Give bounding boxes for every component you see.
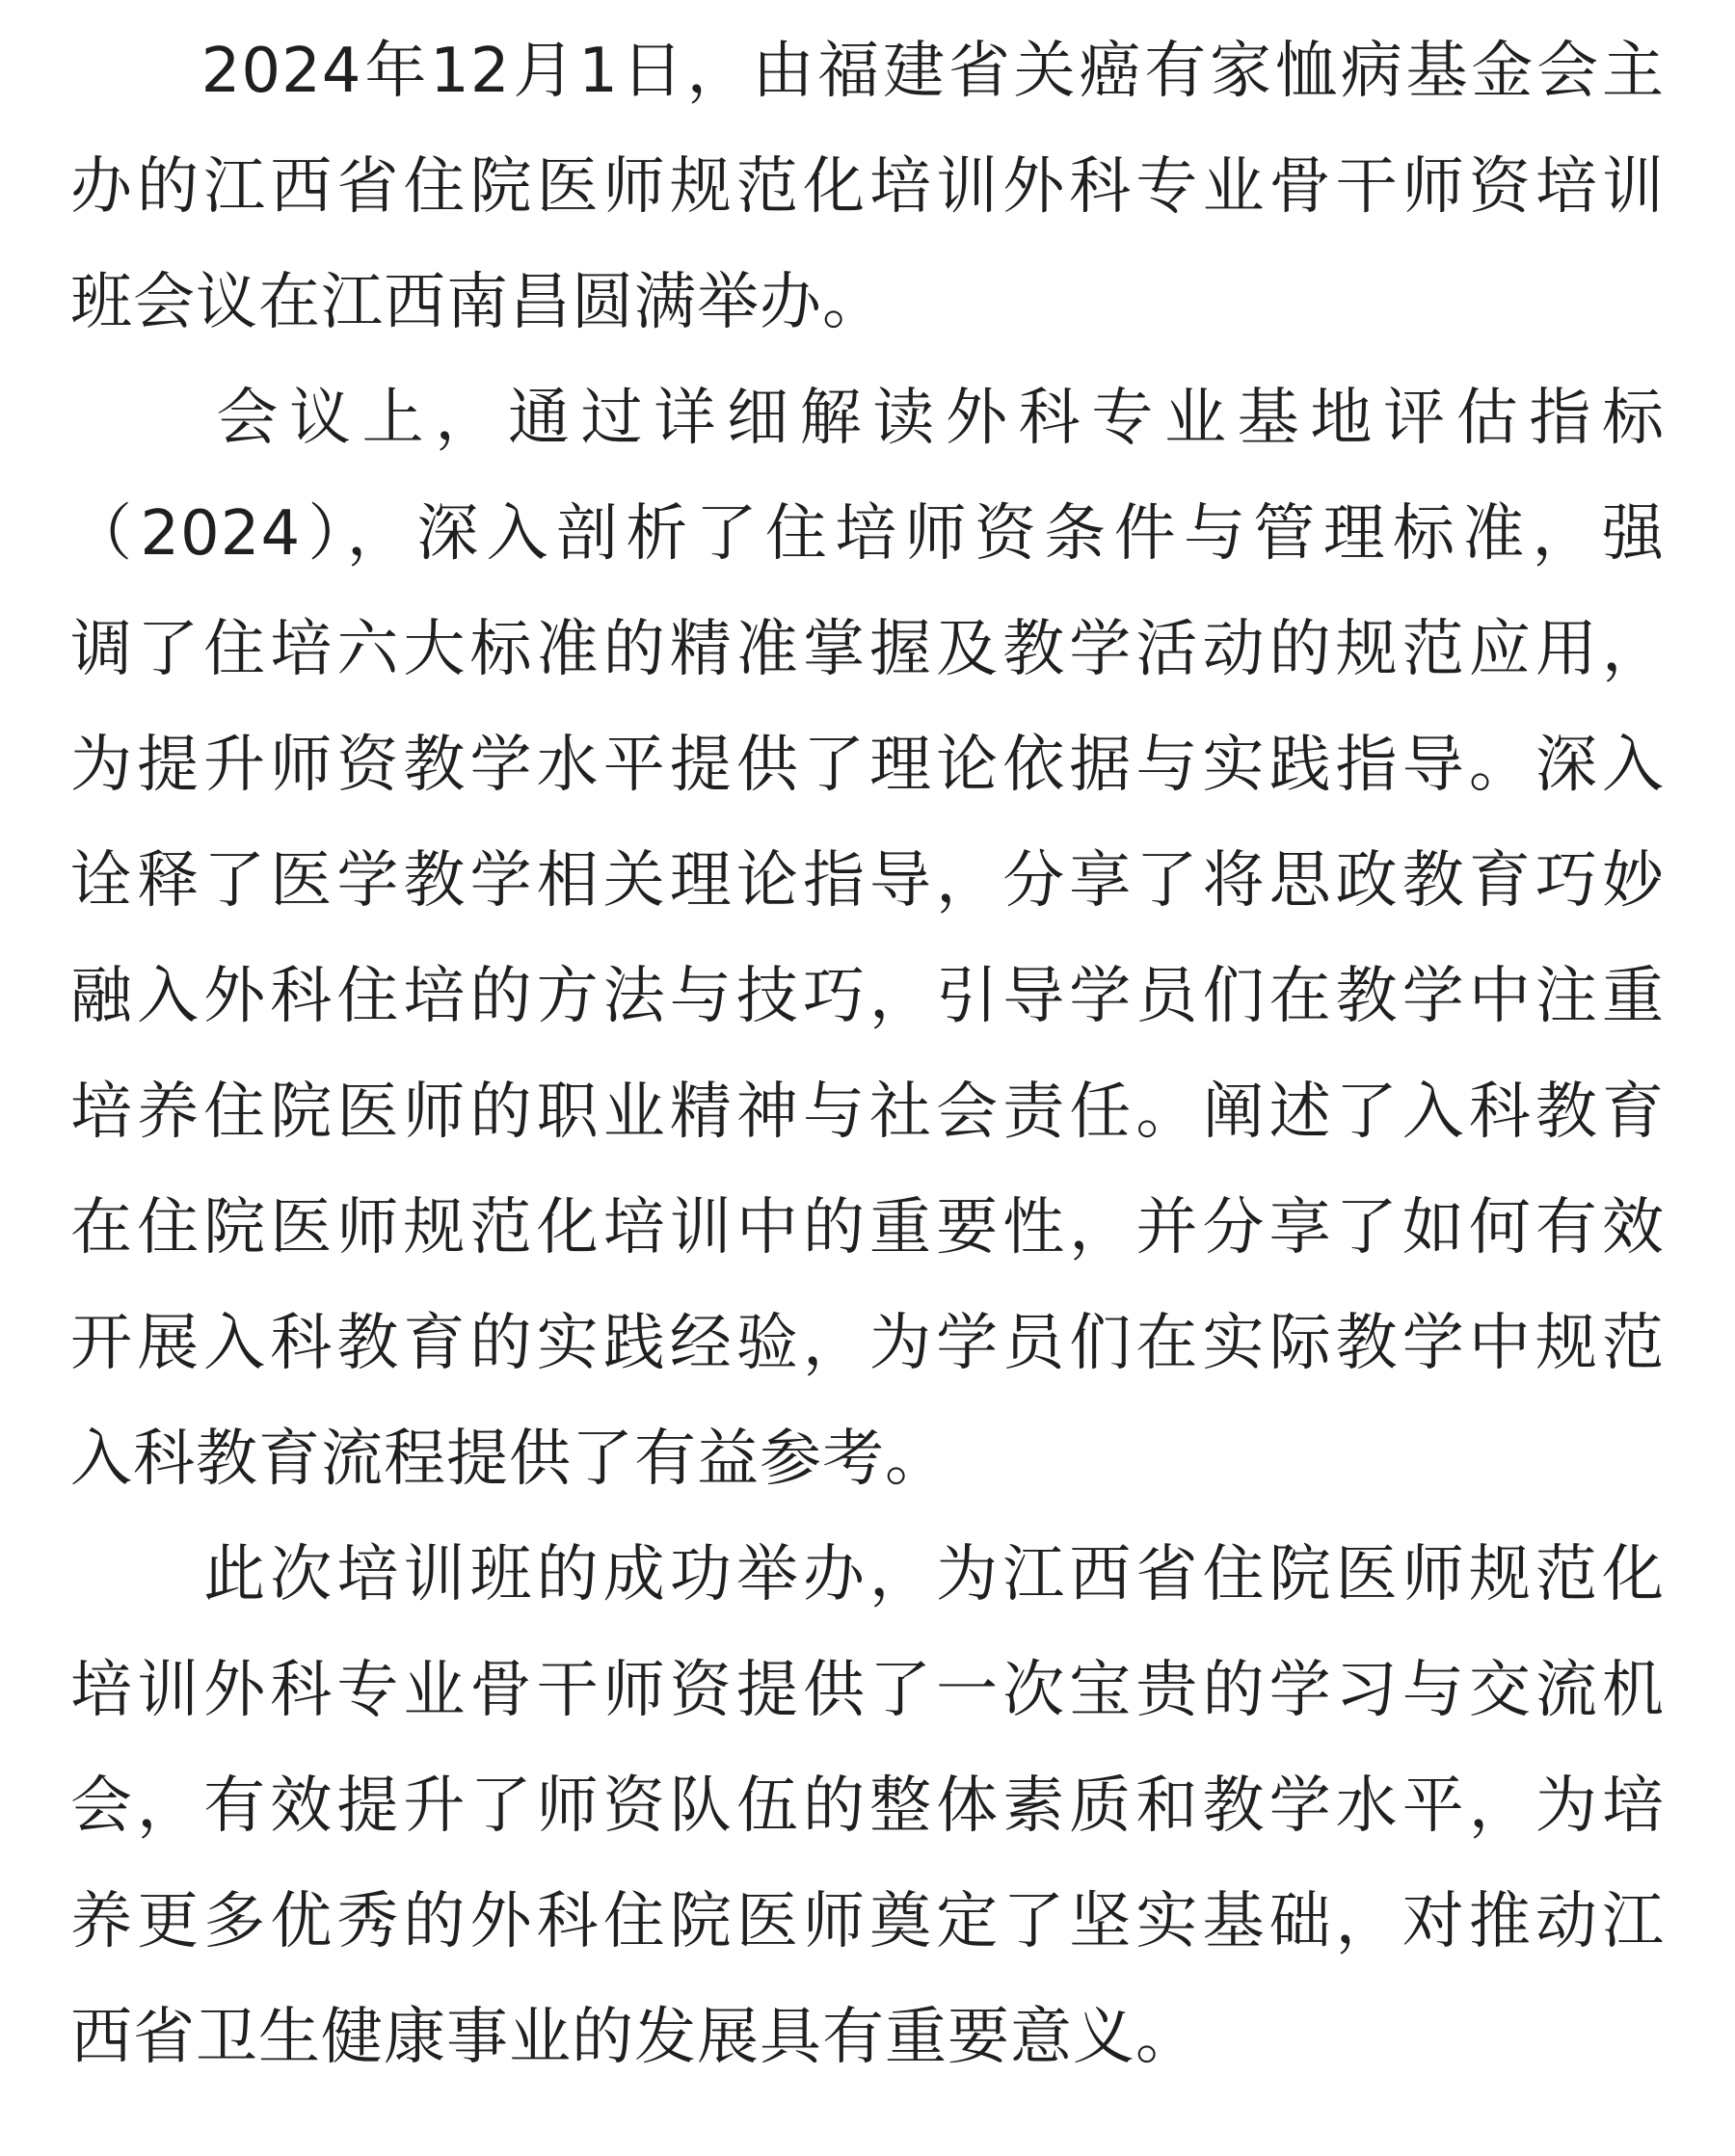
text-line: 为提升师资教学水平提供了理论依据与实践指导。深入	[70, 730, 1665, 801]
text-line: 2024年12月1日，由福建省关癌有家恤病基金会主	[70, 36, 1665, 107]
text-line: 培训外科专业骨干师资提供了一次宝贵的学习与交流机	[70, 1655, 1665, 1726]
paragraph-meeting-content	[70, 360, 1665, 1517]
text-line: 开展入科教育的实践经验，为学员们在实际教学中规范	[70, 1308, 1665, 1379]
text-line: 会，有效提升了师资队伍的整体素质和教学水平，为培	[70, 1770, 1665, 1842]
text-line: 培养住院医师的职业精神与社会责任。阐述了入科教育	[70, 1077, 1665, 1148]
text-line: 在住院医师规范化培训中的重要性，并分享了如何有效	[70, 1192, 1665, 1264]
text-line: 调了住培六大标准的精准掌握及教学活动的规范应用，	[70, 614, 1665, 685]
text-line: 入科教育流程提供了有益参考。	[70, 1424, 948, 1495]
article-body	[70, 13, 1665, 2095]
text-line: 此次培训班的成功举办，为江西省住院医师规范化	[70, 1539, 1665, 1610]
text-line: （2024），深入剖析了住培师资条件与管理标准，强	[70, 498, 1665, 570]
text-line: 办的江西省住院医师规范化培训外科专业骨干师资培训	[70, 151, 1665, 223]
text-line: 养更多优秀的外科住院医师奠定了坚实基础，对推动江	[70, 1886, 1665, 1957]
text-line: 会议上，通过详细解读外科专业基地评估指标	[70, 383, 1665, 454]
text-line: 班会议在江西南昌圆满举办。	[70, 267, 885, 338]
text-line: 融入外科住培的方法与技巧，引导学员们在教学中注重	[70, 961, 1665, 1032]
paragraph-event-summary	[70, 13, 1665, 360]
text-line: 诠释了医学教学相关理论指导，分享了将思政教育巧妙	[70, 845, 1665, 917]
paragraph-conclusion	[70, 1517, 1665, 2095]
text-line: 西省卫生健康事业的发展具有重要意义。	[70, 2002, 1198, 2073]
